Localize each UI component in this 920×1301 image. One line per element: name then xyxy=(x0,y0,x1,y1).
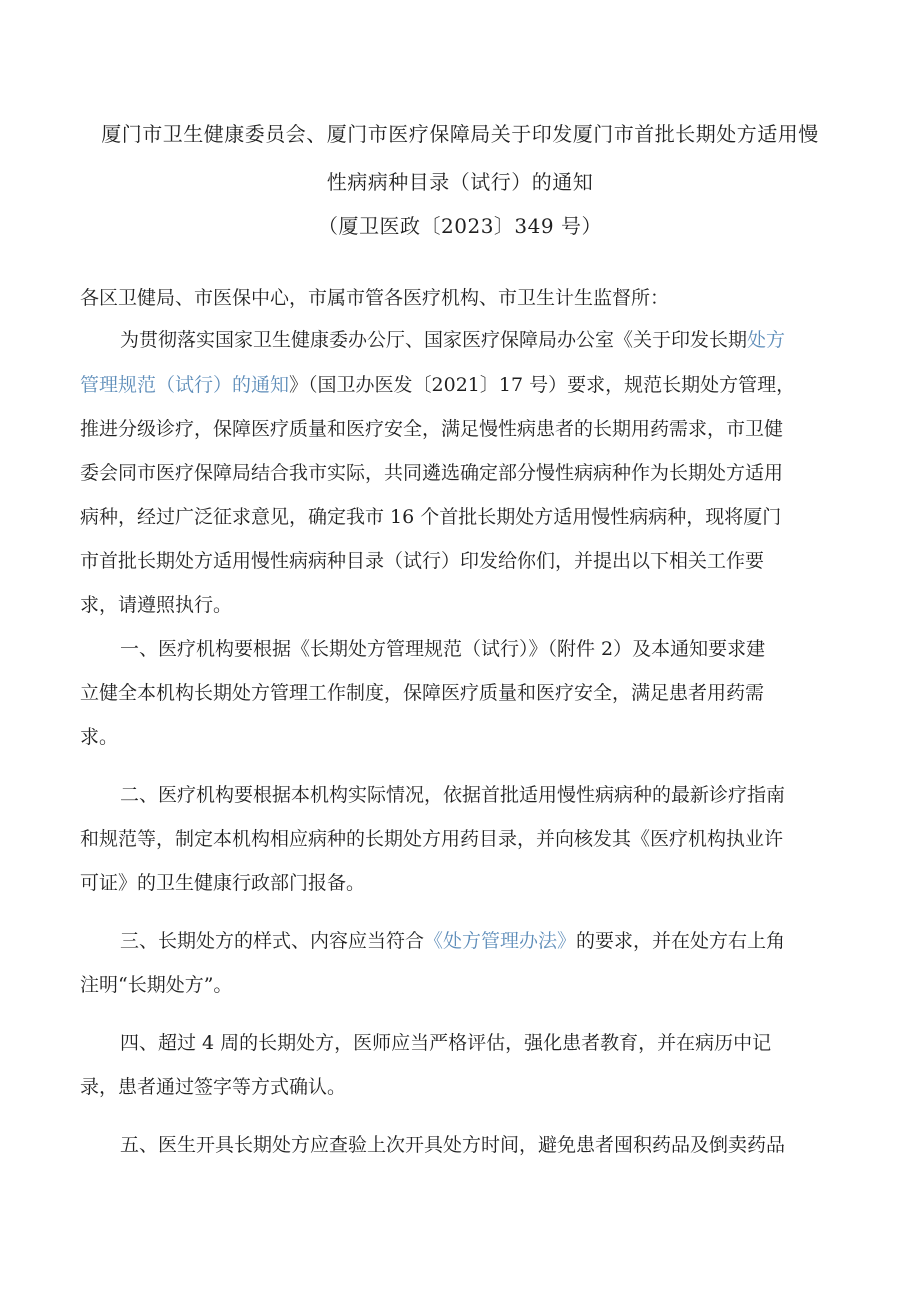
intro-line-6: 市首批长期处方适用慢性病病种目录（试行）印发给你们，并提出以下相关工作要 xyxy=(80,550,765,572)
item-3-line-2: 注明“长期处方”。 xyxy=(80,974,233,996)
intro-line-3: 推进分级诊疗，保障医疗质量和医疗安全，满足慢性病患者的长期用药需求，市卫健 xyxy=(80,418,784,440)
policy-link[interactable]: 处方 xyxy=(747,329,786,351)
item-4-line-2: 录，患者通过签字等方式确认。 xyxy=(80,1076,347,1098)
title-line-2: 性病病种目录（试行）的通知 xyxy=(326,170,594,194)
item-1-line-1: 一、医疗机构要根据《长期处方管理规范（试行）》（附件 2）及本通知要求建 xyxy=(120,638,766,660)
policy-link[interactable]: 管理规范（试行）的通知 xyxy=(80,374,290,396)
regulation-link[interactable]: 《处方管理办法》 xyxy=(424,930,577,952)
intro-line-7: 求，请遵照执行。 xyxy=(80,594,233,616)
item-5-line-1: 五、医生开具长期处方应查验上次开具处方时间，避免患者囤积药品及倒卖药品 xyxy=(120,1134,786,1156)
item-3-text: 的要求，并在处方右上角 xyxy=(576,930,786,952)
item-2-line-1: 二、医疗机构要根据本机构实际情况，依据首批适用慢性病病种的最新诊疗指南 xyxy=(120,784,786,806)
intro-text: 为贯彻落实国家卫生健康委办公厅、国家医疗保障局办公室《关于印发长期 xyxy=(120,329,748,351)
intro-text: 》（国卫办医发〔2021〕17 号）要求，规范长期处方管理， xyxy=(289,374,796,396)
document-number: （厦卫医政〔2023〕349 号） xyxy=(318,214,602,238)
intro-line-4: 委会同市医疗保障局结合我市实际，共同遴选确定部分慢性病病种作为长期处方适用 xyxy=(80,462,784,484)
item-2-line-3: 可证》的卫生健康行政部门报备。 xyxy=(80,872,366,894)
item-3-line-1 xyxy=(120,926,785,953)
intro-line-1 xyxy=(120,325,785,352)
intro-line-5: 病种，经过广泛征求意见，确定我市 16 个首批长期处方适用慢性病病种，现将厦门 xyxy=(80,506,782,528)
item-1-line-2: 立健全本机构长期处方管理工作制度，保障医疗质量和医疗安全，满足患者用药需 xyxy=(80,682,765,704)
title-line-1: 厦门市卫生健康委员会、厦门市医疗保障局关于印发厦门市首批长期处方适用慢 xyxy=(101,122,819,146)
item-4-line-1: 四、超过 4 周的长期处方，医师应当严格评估，强化患者教育，并在病历中记 xyxy=(120,1032,772,1054)
addressee: 各区卫健局、市医保中心，市属市管各医疗机构、市卫生计生监督所： xyxy=(80,287,670,309)
item-2-line-2: 和规范等，制定本机构相应病种的长期处方用药目录，并向核发其《医疗机构执业许 xyxy=(80,828,784,850)
item-1-line-3: 求。 xyxy=(80,726,119,748)
intro-line-2 xyxy=(80,370,795,397)
item-3-text: 三、长期处方的样式、内容应当符合 xyxy=(120,930,425,952)
